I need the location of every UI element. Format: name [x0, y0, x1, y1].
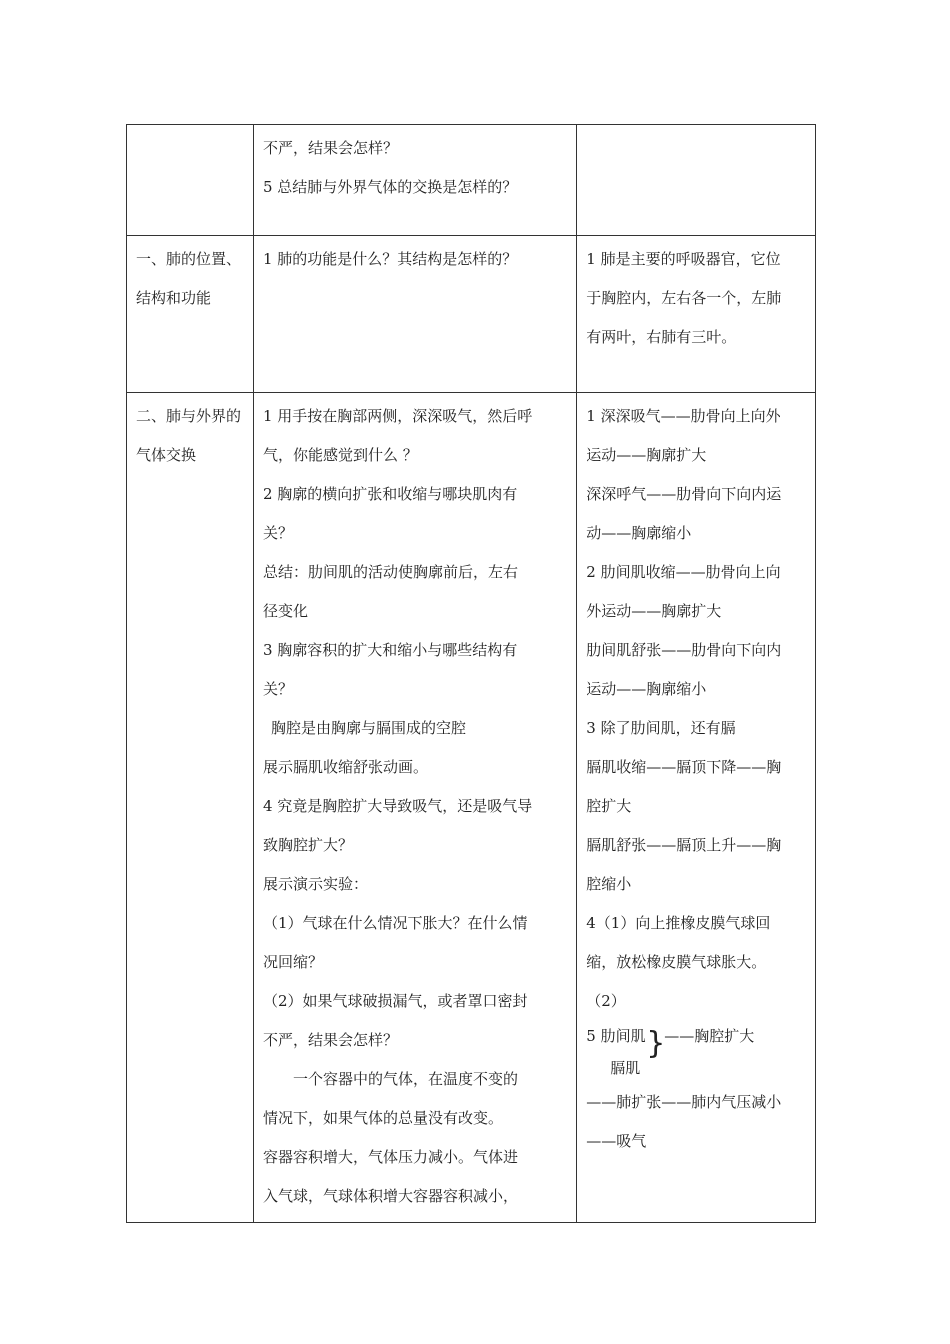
topic-line: 二、肺与外界的: [136, 407, 242, 425]
text-line: 动——胸廓缩小: [586, 524, 692, 542]
text-line: 关？: [262, 680, 293, 698]
cell-topic: [127, 236, 254, 393]
text-line: 运动——胸廓扩大: [586, 446, 707, 464]
text-line: 膈肌舒张——膈顶上升——胸: [586, 836, 782, 854]
text-line: （2）如果气球破损漏气，或者罩口密封: [262, 992, 528, 1010]
brace-item-diaphragm: 膈肌: [610, 1059, 641, 1077]
text-line: 5 总结肺与外界气体的交换是怎样的？: [262, 178, 518, 196]
text-line: 1 肺的功能是什么？其结构是怎样的？: [262, 250, 518, 268]
text-line: （2）: [586, 992, 626, 1010]
cell-questions: [253, 125, 576, 236]
cell-questions: [253, 236, 576, 393]
brace-symbol: }: [646, 1026, 666, 1061]
text-line: 气，你能感觉到什么 ？: [262, 446, 418, 464]
text-line: 深深呼气——肋骨向下向内运: [586, 485, 782, 503]
brace-group: [586, 1021, 807, 1083]
text-line: ——肺扩张——肺内气压减小: [586, 1093, 782, 1111]
topic-line: 结构和功能: [136, 289, 212, 307]
text-line: 不严，结果会怎样？: [262, 139, 398, 157]
text-line: 情况下，如果气体的总量没有改变。: [262, 1109, 503, 1127]
cell-answers: [577, 393, 816, 1223]
text-line: 关？: [262, 524, 293, 542]
text-line: ——吸气: [586, 1132, 647, 1150]
text-line: 3 胸廓容积的扩大和缩小与哪些结构有: [262, 641, 518, 659]
topic-line: 气体交换: [136, 446, 197, 464]
text-line: 4 究竟是胸腔扩大导致吸气，还是吸气导: [262, 797, 533, 815]
text-line: 径变化: [262, 602, 308, 620]
text-line: 有两叶，右肺有三叶。: [586, 328, 737, 346]
table-row-gas-exchange: [127, 393, 816, 1223]
cell-topic: [127, 125, 254, 236]
table-row-continuation: [127, 125, 816, 236]
text-line: （1）气球在什么情况下胀大？在什么情: [262, 914, 528, 932]
text-line: 3 除了肋间肌，还有膈: [586, 719, 736, 737]
text-line: 2 肋间肌收缩——肋骨向上向: [586, 563, 781, 581]
cell-topic: [127, 393, 254, 1223]
text-line: 外运动——胸廓扩大: [586, 602, 722, 620]
text-line: 总结：肋间肌的活动使胸廓前后，左右: [262, 563, 518, 581]
text-line: 腔扩大: [586, 797, 632, 815]
text-line: 4（1）向上推橡皮膜气球回: [586, 914, 771, 932]
brace-result: ——胸腔扩大: [664, 1027, 755, 1045]
text-line: 展示膈肌收缩舒张动画。: [262, 758, 428, 776]
lesson-table: [126, 124, 816, 1223]
text-line: 1 用手按在胸部两侧，深深吸气，然后呼: [262, 407, 533, 425]
text-line: 运动——胸廓缩小: [586, 680, 707, 698]
text-line: 入气球，气球体积增大容器容积减小，: [262, 1187, 518, 1205]
text-line: 肋间肌舒张——肋骨向下向内: [586, 641, 782, 659]
text-line: 一个容器中的气体，在温度不变的: [292, 1070, 518, 1088]
text-line: 展示演示实验：: [262, 875, 368, 893]
cell-answers: [577, 125, 816, 236]
text-line: 缩，放松橡皮膜气球胀大。: [586, 953, 767, 971]
text-line: 容器容积增大，气体压力减小。气体进: [262, 1148, 518, 1166]
cell-questions: [253, 393, 576, 1223]
brace-item-intercostal: 5 肋间肌: [586, 1027, 646, 1045]
text-line: 1 深深吸气——肋骨向上向外: [586, 407, 781, 425]
text-line: 1 肺是主要的呼吸器官，它位: [586, 250, 781, 268]
text-line: 况回缩？: [262, 953, 323, 971]
text-line: 2 胸廓的横向扩张和收缩与哪块肌肉有: [262, 485, 518, 503]
text-line: 致胸腔扩大？: [262, 836, 353, 854]
text-line: 于胸腔内，左右各一个，左肺: [586, 289, 782, 307]
text-line: 腔缩小: [586, 875, 632, 893]
text-line: 不严，结果会怎样？: [262, 1031, 398, 1049]
text-line: 膈肌收缩——膈顶下降——胸: [586, 758, 782, 776]
topic-line: 一、肺的位置、: [136, 250, 242, 268]
cell-answers: [577, 236, 816, 393]
table-row-lung: [127, 236, 816, 393]
text-line: 胸腔是由胸廓与膈围成的空腔: [270, 719, 466, 737]
